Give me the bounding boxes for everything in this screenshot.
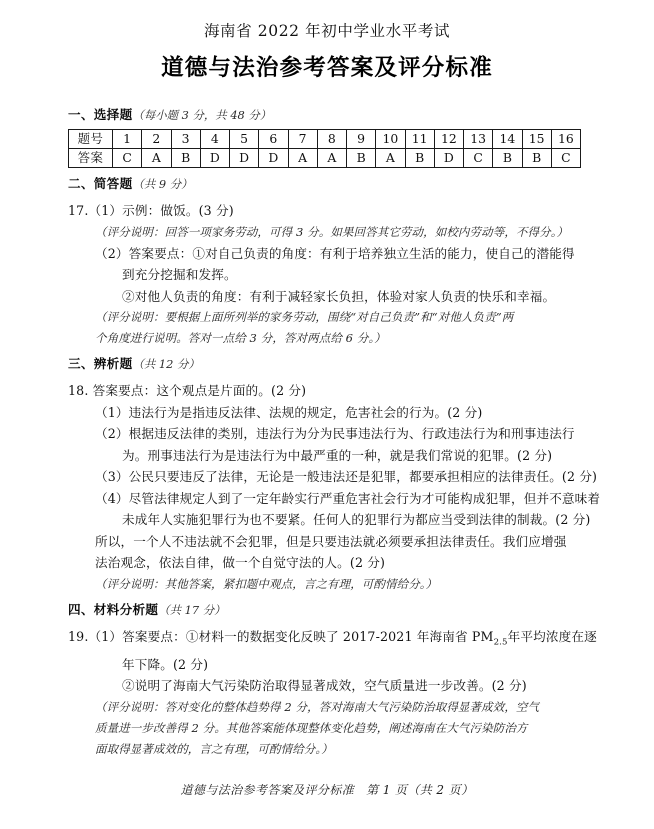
- section-heading-short-answer-label: 二、简答题: [68, 176, 133, 191]
- section-heading-analysis-label: 三、辨析题: [68, 356, 133, 371]
- table-cell-answer: D: [259, 149, 288, 168]
- answer-line: 17.（1）示例：做饭。(3 分): [68, 203, 234, 218]
- table-cell-question: 12: [434, 130, 463, 149]
- answer-line: 18. 答案要点：这个观点是片面的。(2 分): [68, 383, 307, 398]
- table-cell-question: 4: [200, 130, 229, 149]
- table-header-answer: 答案: [69, 149, 113, 168]
- section-heading-choice-label: 一、选择题: [68, 107, 133, 122]
- document-subtitle: 海南省 2022 年初中学业水平考试: [203, 22, 451, 40]
- answer-line: （3）公民只要违反了法律，无论是一般违法还是犯罪，都要承担相应的法律责任。(2 分): [95, 469, 598, 484]
- table-header-question: 题号: [69, 130, 113, 149]
- table-cell-answer: D: [230, 149, 259, 168]
- answer-line: 法治观念，依法自律，做一个自觉守法的人。(2 分): [95, 555, 386, 570]
- scoring-note-line: 面取得显著成效的，言之有理，可酌情给分。）: [95, 741, 333, 756]
- table-cell-question: 8: [317, 130, 346, 149]
- section-heading-material: [68, 600, 564, 620]
- table-cell-answer: C: [464, 149, 493, 168]
- table-cell-question: 3: [171, 130, 200, 149]
- section-heading-material-label: 四、材料分析题: [68, 601, 159, 617]
- answer-block-19: [68, 626, 597, 760]
- table-cell-answer: C: [551, 149, 580, 168]
- table-cell-question: 5: [230, 130, 259, 149]
- answer-table: [68, 129, 581, 168]
- document-body: [68, 105, 601, 760]
- section-heading-short-answer-note: （共 9 分）: [132, 177, 193, 191]
- scoring-note-line: 质量进一步改善得 2 分。其他答案能体现整体变化趋势，阐述海南在大气污染防治方: [95, 720, 528, 735]
- scoring-note-line: （评分说明：回答一项家务劳动，可得 3 分。如果回答其它劳动，如校内劳动等，不得分。）: [95, 224, 569, 239]
- answer-line-with-subscript: [68, 626, 597, 654]
- pm-subscript: 2.5: [493, 637, 508, 648]
- table-row-questions: [69, 130, 581, 149]
- table-row-answers: [69, 149, 581, 168]
- table-cell-question: 9: [347, 130, 376, 149]
- table-cell-answer: A: [288, 149, 317, 168]
- answer-line: （1）违法行为是指违反法律、法规的规定，危害社会的行为。(2 分): [95, 404, 483, 420]
- table-cell-question: 10: [376, 130, 405, 149]
- document-title: 道德与法治参考答案及评分标准: [161, 54, 493, 81]
- answer-line-pre: 19.（1）答案要点：①材料一的数据变化反映了 2017-2021 年海南省 PM: [68, 628, 494, 644]
- table-cell-question: 16: [551, 130, 580, 149]
- answer-line: ②对他人负责的角度：有利于减轻家长负担，体验对家人负责的快乐和幸福。: [122, 288, 556, 304]
- table-cell-answer: A: [142, 149, 171, 168]
- table-cell-question: 13: [464, 130, 493, 149]
- answer-line: ②说明了海南大气污染防治取得显著成效，空气质量进一步改善。(2 分): [122, 678, 527, 694]
- table-cell-question: 15: [522, 130, 551, 149]
- table-cell-question: 14: [493, 130, 522, 149]
- answer-block-17: [68, 200, 575, 349]
- answer-line: 到充分挖掘和发挥。: [122, 267, 237, 282]
- answer-line: 未成年人实施犯罪行为也不要紧。任何人的犯罪行为都应当受到法律的制裁。(2 分): [122, 512, 591, 527]
- table-cell-answer: C: [113, 149, 142, 168]
- answer-line: （4）尽管法律规定人到了一定年龄实行严重危害社会行为才可能构成犯罪，但并不意味着: [95, 490, 601, 506]
- section-heading-analysis-note: （共 12 分）: [132, 357, 200, 371]
- table-cell-answer: D: [200, 149, 229, 168]
- answer-line: （2）根据违反法律的类别，违法行为分为民事违法行为、行政违法行为和刑事违法行: [95, 426, 575, 441]
- table-cell-question: 2: [142, 130, 171, 149]
- answer-line-post: 年平均浓度在逐: [507, 628, 597, 644]
- section-heading-choice: [68, 105, 564, 125]
- scoring-note-line: （评分说明：要根据上面所列举的家务劳动，围绕“对自己负责”和“对他人负责”两: [95, 310, 514, 324]
- footer-title: 道德与法治参考答案及评分标准: [180, 783, 355, 797]
- answer-line: 所以，一个人不违法就不会犯罪，但是只要违法就必须要承担法律责任。我们应增强: [95, 533, 567, 549]
- scoring-note-line: （评分说明：答对变化的整体趋势得 2 分，答对海南大气污染防治取得显著成效，空气: [95, 699, 540, 714]
- table-cell-question: 11: [405, 130, 434, 149]
- answer-line: 为。刑事违法行为是违法行为中最严重的一种，就是我们常说的犯罪。(2 分): [122, 447, 553, 463]
- answer-line: 年下降。(2 分): [122, 656, 209, 672]
- section-heading-short-answer: [68, 174, 564, 194]
- table-cell-question: 7: [288, 130, 317, 149]
- page-footer: [0, 781, 654, 798]
- table-cell-question: 6: [259, 130, 288, 149]
- table-cell-answer: A: [376, 149, 405, 168]
- table-cell-answer: A: [317, 149, 346, 168]
- table-cell-answer: B: [171, 149, 200, 168]
- table-cell-answer: B: [522, 149, 551, 168]
- scoring-note-line: 个角度进行说明。答对一点给 3 分，答对两点给 6 分。）: [95, 331, 386, 345]
- scoring-note-line: （评分说明：其他答案，紧扣题中观点，言之有理，可酌情给分。）: [95, 576, 438, 591]
- table-cell-answer: D: [434, 149, 463, 168]
- answer-table-wrap: [68, 129, 574, 168]
- footer-page-number: 第 1 页（共 2 页）: [366, 783, 474, 797]
- table-cell-answer: B: [493, 149, 522, 168]
- table-cell-answer: B: [347, 149, 376, 168]
- table-cell-question: 1: [113, 130, 142, 149]
- section-heading-analysis: [68, 354, 564, 374]
- answer-block-18: [68, 380, 601, 595]
- answer-line: （2）答案要点：①对自己负责的角度：有利于培养独立生活的能力，使自己的潜能得: [95, 245, 575, 261]
- section-heading-choice-note: （每小题 3 分，共 48 分）: [132, 108, 272, 122]
- section-heading-material-note: （共 17 分）: [158, 602, 226, 617]
- table-cell-answer: B: [405, 149, 434, 168]
